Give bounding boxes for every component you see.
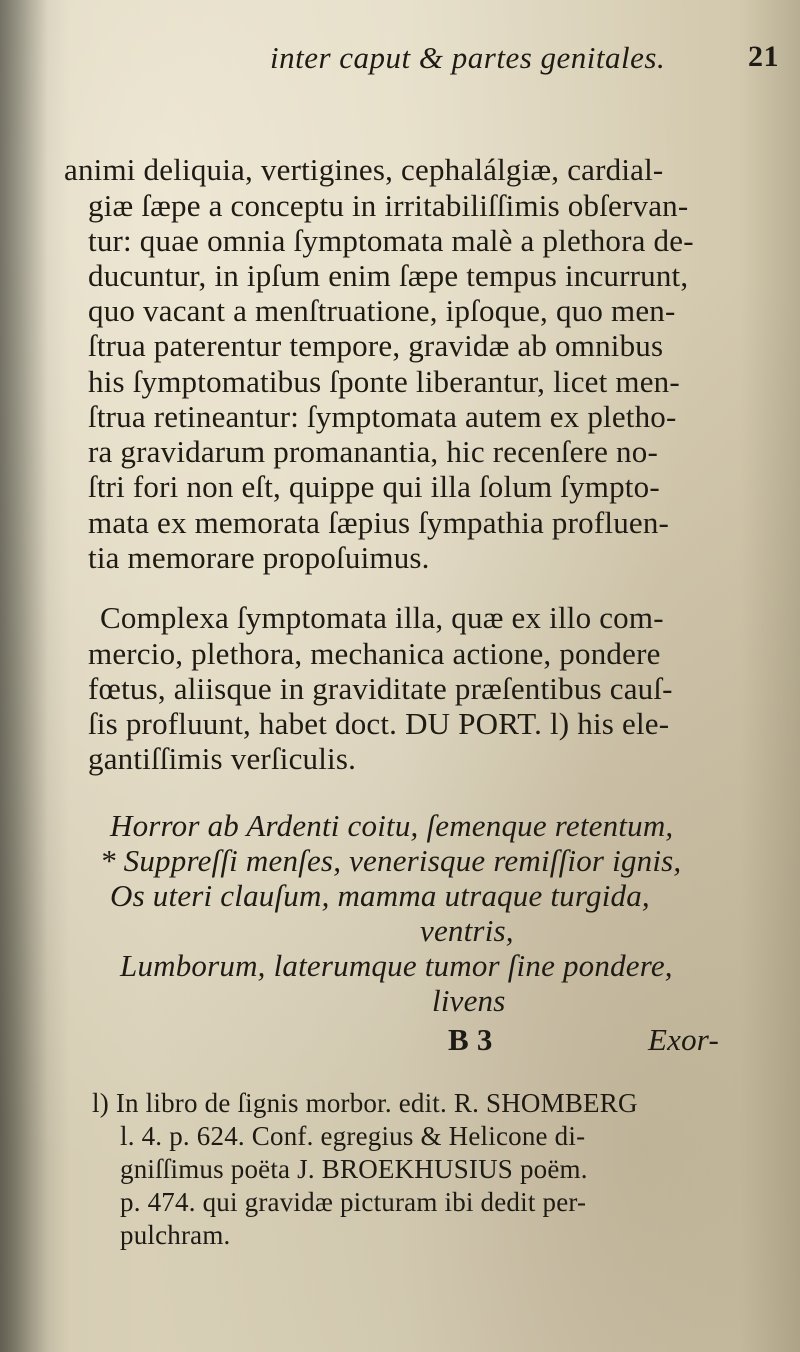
- verse-line: * Suppreſſi menſes, venerisque remiſſior ignis,: [100, 843, 682, 878]
- text-line: ſtrua paterentur tempore, gravidæ ab omnibus: [88, 328, 664, 363]
- text-line: tia memorare propoſuimus.: [88, 540, 430, 575]
- text-line: ſtri fori non eſt, quippe qui illa ſolum ſympto-: [88, 469, 660, 504]
- verse-line: livens: [432, 983, 506, 1018]
- verse-line: ventris,: [420, 913, 514, 948]
- verse-line: Os uteri clauſum, mamma utraque turgida,: [110, 878, 650, 913]
- footnote-line: l) In libro de ſignis morbor. edit. R. SHOMBERG: [92, 1088, 638, 1118]
- text-line: fœtus, aliisque in graviditate præſentibus cauſ-: [88, 671, 673, 706]
- footnote-line: p. 474. qui gravidæ picturam ibi dedit per-: [120, 1187, 587, 1217]
- text-line: tur: quae omnia ſymptomata malè a plethora de-: [88, 223, 694, 258]
- running-header: [270, 40, 779, 76]
- page-number: 21: [748, 40, 779, 73]
- text-line: gantiſſimis verſiculis.: [88, 741, 357, 776]
- catchword: Exor-: [648, 1022, 719, 1057]
- verse-line: Lumborum, laterumque tumor ſine pondere,: [120, 948, 673, 983]
- text-line: ra gravidarum promanantia, hic recenſere no-: [88, 434, 658, 469]
- page-edge-shadow: [0, 0, 48, 1352]
- text-line: ſtrua retineantur: ſymptomata autem ex pletho-: [88, 399, 677, 434]
- text-line: animi deliquia, vertigines, cephalálgiæ, cardial-: [64, 152, 664, 187]
- text-line: mercio, plethora, mechanica actione, pondere: [88, 636, 661, 671]
- footnote-line: pulchram.: [120, 1220, 231, 1250]
- text-line: ducuntur, in ipſum enim ſæpe tempus incurrunt,: [88, 258, 689, 293]
- footnote-line: gniſſimus poëta J. BROEKHUSIUS poëm.: [120, 1154, 588, 1184]
- text-line: ſis profluunt, habet doct. DU PORT. l) his ele-: [88, 706, 670, 741]
- footnote-line: l. 4. p. 624. Conf. egregius & Helicone di-: [120, 1121, 586, 1151]
- text-line: his ſymptomatibus ſponte liberantur, licet men-: [88, 364, 680, 399]
- signature-mark: B 3: [448, 1022, 493, 1057]
- text-line: giæ ſæpe a conceptu in irritabiliſſimis obſervan-: [88, 188, 689, 223]
- text-line: mata ex memorata ſæpius ſympathia profluen-: [88, 505, 670, 540]
- verse-line: Horror ab Ardenti coitu, ſemenque retentum,: [110, 808, 674, 843]
- running-title: inter caput & partes genitales.: [270, 40, 666, 75]
- text-line: Complexa ſymptomata illa, quæ ex illo com-: [100, 600, 664, 635]
- text-line: quo vacant a menſtruatione, ipſoque, quo men-: [88, 293, 676, 328]
